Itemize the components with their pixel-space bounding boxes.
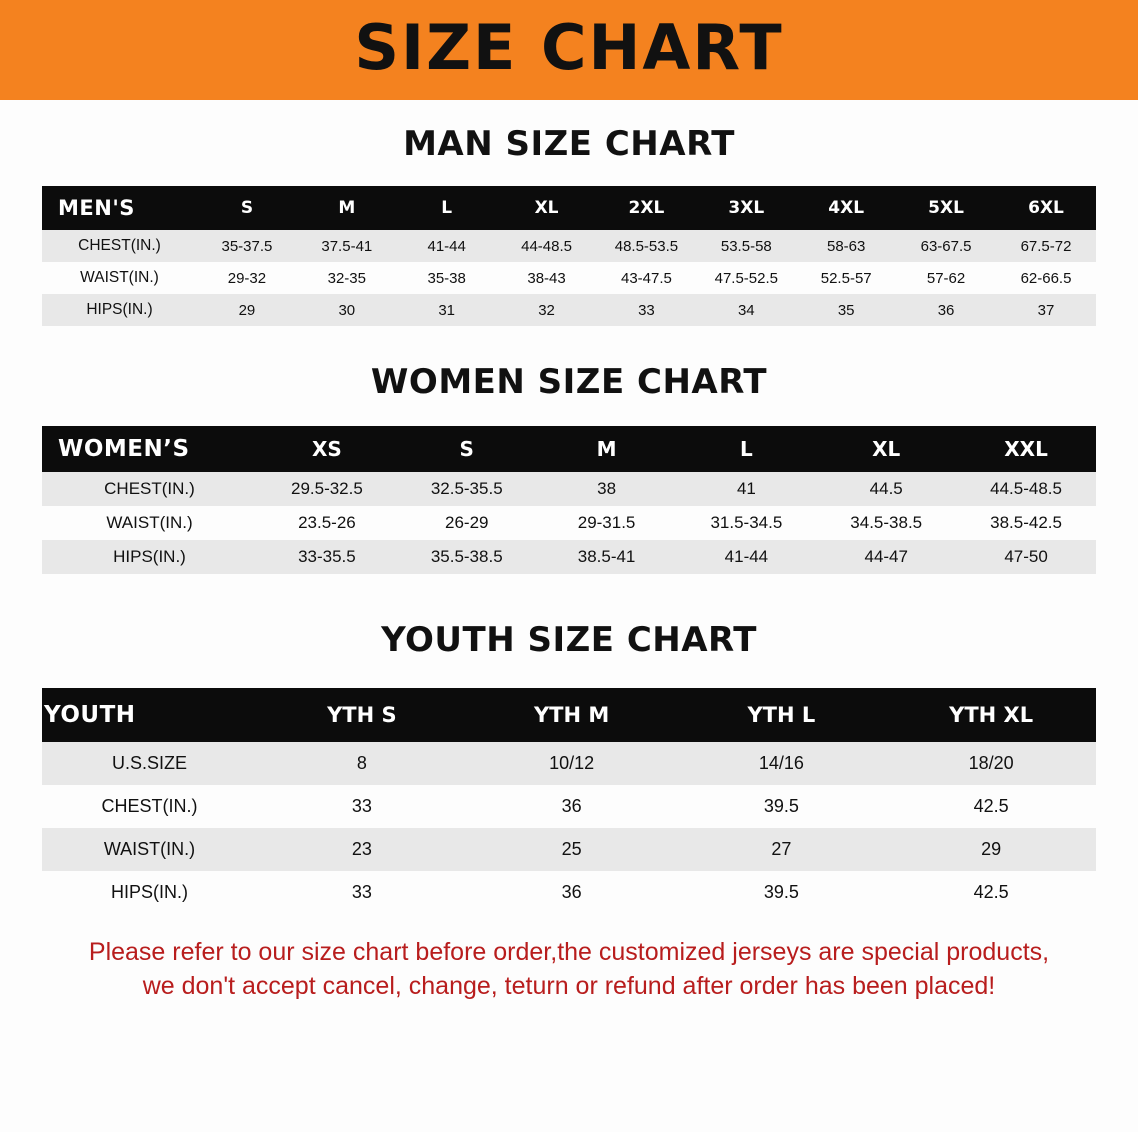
man-measure-value: 35 [837, 301, 855, 319]
man-column-header: XL [497, 186, 597, 230]
women-measure-value: 38.5-41 [577, 547, 636, 566]
youth-measure-value: 8 [356, 753, 367, 773]
youth-measure-value: 27 [771, 839, 792, 859]
youth-column-header: YTH L [677, 688, 887, 742]
youth-measure-value: 33 [351, 882, 372, 902]
women-column-header: XL [816, 426, 956, 472]
order-policy-note-line-1: Please refer to our size chart before order,the customized jerseys are special products, [88, 938, 1050, 966]
man-table-header [42, 186, 1096, 230]
women-column-header: XXL [956, 426, 1096, 472]
man-measure-value: 37.5-41 [321, 237, 373, 255]
man-column-header: L [397, 186, 497, 230]
man-table-body [42, 230, 1096, 326]
youth-table-row [42, 785, 1096, 828]
man-measure-value: 58-63 [827, 237, 866, 255]
man-column-header: M [297, 186, 397, 230]
women-measure-value: 34.5-38.5 [850, 513, 923, 532]
man-measure-value: 38-43 [527, 269, 566, 287]
women-measure-value: 47-50 [1004, 547, 1048, 566]
man-table-row [42, 262, 1096, 294]
man-table-row [42, 294, 1096, 326]
women-table-header [42, 426, 1096, 472]
man-measure-value: 44-48.5 [521, 237, 572, 255]
man-measure-value: 43-47.5 [621, 269, 672, 287]
man-measure-value: 62-66.5 [1020, 269, 1072, 287]
women-measure-value: 31.5-34.5 [710, 513, 783, 532]
man-column-header: 5XL [896, 186, 996, 230]
youth-measure-value: 42.5 [973, 796, 1009, 816]
youth-measure-label: WAIST(IN.) [103, 839, 196, 859]
man-measure-value: 67.5-72 [1020, 237, 1072, 255]
women-measure-value: 29.5-32.5 [290, 479, 363, 498]
women-table-row [42, 506, 1096, 540]
women-measure-value: 26-29 [445, 513, 489, 532]
man-measure-value: 31 [438, 301, 456, 319]
man-column-header: 3XL [696, 186, 796, 230]
man-column-header: 6XL [996, 186, 1096, 230]
man-measure-value: 57-62 [926, 269, 966, 287]
women-table-row [42, 540, 1096, 574]
women-measure-label: WAIST(IN.) [106, 513, 193, 532]
women-table-wrap [42, 426, 1096, 574]
man-column-header: 4XL [796, 186, 896, 230]
women-measure-label: CHEST(IN.) [104, 479, 195, 498]
man-measure-value: 48.5-53.5 [614, 237, 679, 255]
youth-measure-value: 36 [561, 796, 582, 816]
women-measure-value: 41-44 [724, 547, 769, 566]
women-column-header: L [676, 426, 816, 472]
man-measure-value: 32-35 [327, 269, 366, 287]
women-measure-value: 38 [597, 479, 617, 498]
order-policy-note-line-2: we don't accept cancel, change, teturn or refund after order has been placed! [142, 971, 996, 1000]
man-measure-label: CHEST(IN.) [78, 237, 161, 254]
women-column-header: XS [257, 426, 397, 472]
youth-table-header [42, 688, 1096, 742]
women-column-header: S [397, 426, 537, 472]
page-banner [0, 0, 1138, 100]
women-measure-value: 33-35.5 [298, 547, 356, 566]
youth-size-table [42, 688, 1096, 914]
man-measure-value: 36 [937, 301, 955, 319]
youth-column-header: YTH XL [886, 688, 1096, 742]
man-measure-value: 47.5-52.5 [714, 269, 778, 287]
page-title: SIZE CHART [354, 11, 784, 84]
man-measure-value: 53.5-58 [720, 237, 772, 255]
man-measure-label: WAIST(IN.) [80, 269, 159, 286]
man-measure-value: 35-37.5 [221, 237, 273, 255]
youth-table-wrap [42, 688, 1096, 914]
order-policy-note [40, 936, 1098, 1004]
youth-measure-value: 33 [351, 796, 372, 816]
women-measure-value: 44.5-48.5 [990, 479, 1062, 498]
women-measure-value: 41 [736, 479, 756, 498]
women-row-header-label: WOMEN’S [42, 426, 257, 472]
youth-measure-label: U.S.SIZE [111, 753, 187, 773]
man-measure-value: 34 [737, 301, 755, 319]
youth-column-header: YTH S [257, 688, 467, 742]
youth-measure-value: 36 [561, 882, 582, 902]
youth-section-heading: YOUTH SIZE CHART [381, 620, 757, 660]
youth-measure-value: 39.5 [763, 796, 799, 816]
man-size-table [42, 186, 1096, 326]
man-measure-label: HIPS(IN.) [86, 301, 153, 318]
man-measure-value: 37 [1037, 301, 1055, 319]
man-table-wrap [42, 186, 1096, 326]
man-measure-value: 35-38 [427, 269, 466, 287]
women-measure-value: 38.5-42.5 [990, 513, 1062, 532]
youth-measure-value: 14/16 [758, 753, 804, 773]
youth-measure-value: 25 [561, 839, 582, 859]
youth-measure-value: 39.5 [763, 882, 799, 902]
man-row-header-label: MEN'S [42, 186, 197, 230]
man-measure-value: 32 [538, 301, 555, 319]
youth-measure-value: 29 [981, 839, 1002, 859]
women-section-heading: WOMEN SIZE CHART [370, 362, 768, 402]
youth-table-body [42, 742, 1096, 914]
women-measure-value: 35.5-38.5 [430, 547, 503, 566]
youth-measure-value: 23 [351, 839, 372, 859]
man-measure-value: 33 [638, 301, 655, 319]
women-measure-value: 29-31.5 [577, 513, 636, 532]
man-section-heading: MAN SIZE CHART [403, 124, 735, 164]
women-size-table [42, 426, 1096, 574]
women-measure-value: 32.5-35.5 [430, 479, 503, 498]
women-column-header: M [537, 426, 677, 472]
man-measure-value: 52.5-57 [820, 269, 872, 287]
man-measure-value: 29-32 [227, 269, 267, 287]
women-measure-value: 44.5 [869, 479, 903, 498]
youth-measure-label: CHEST(IN.) [101, 796, 198, 816]
women-measure-value: 44-47 [864, 547, 908, 566]
man-measure-value: 63-67.5 [920, 237, 972, 255]
man-column-header: S [197, 186, 297, 230]
man-header-row [42, 186, 1096, 230]
women-table-row [42, 472, 1096, 506]
women-header-row [42, 426, 1096, 472]
man-table-row [42, 230, 1096, 262]
women-measure-label: HIPS(IN.) [113, 547, 186, 566]
man-measure-value: 29 [238, 301, 256, 319]
youth-column-header: YTH M [467, 688, 677, 742]
women-measure-value: 23.5-26 [298, 513, 356, 532]
youth-table-row [42, 871, 1096, 914]
youth-measure-value: 10/12 [549, 753, 595, 773]
youth-table-row [42, 742, 1096, 785]
man-column-header: 2XL [597, 186, 697, 230]
youth-header-row [42, 688, 1096, 742]
youth-row-header-label: YOUTH [42, 688, 257, 742]
youth-table-row [42, 828, 1096, 871]
youth-measure-label: HIPS(IN.) [110, 882, 188, 902]
man-measure-value: 41-44 [427, 237, 466, 255]
youth-measure-value: 18/20 [968, 753, 1014, 773]
women-table-body [42, 472, 1096, 574]
man-measure-value: 30 [338, 301, 356, 319]
youth-measure-value: 42.5 [973, 882, 1009, 902]
